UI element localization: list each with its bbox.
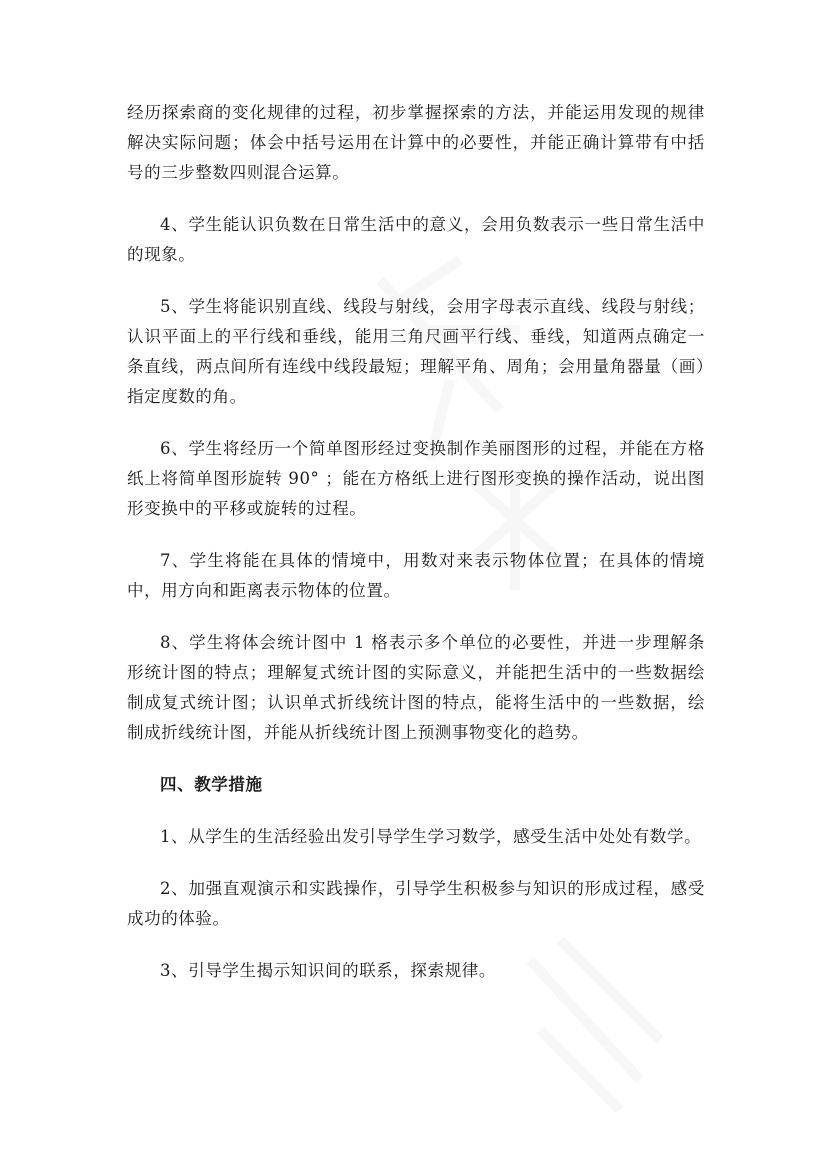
paragraph-objective-5: 5、学生将能识别直线、线段与射线，会用字母表示直线、线段与射线；认识平面上的平行线和垂线，能用三角尺画平行线、垂线，知道两点确定一条直线，两点间所有连线中线段最短；理解平角、周角；会用量角器量（画）指定度数的角。 [127, 297, 705, 406]
document-body [127, 98, 705, 1008]
paragraph-objective-7: 7、学生将能在具体的情境中，用数对来表示物体位置；在具体的情境中，用方向和距离表示物体的位置。 [127, 551, 705, 600]
paragraph-objective-6: 6、学生将经历一个简单图形经过变换制作美丽图形的过程，并能在方格纸上将简单图形旋转 90° ；能在方格纸上进行图形变换的操作活动，说出图形变换中的平移或旋转的过程。 [127, 439, 705, 518]
paragraph-measure-3: 3、引导学生揭示知识间的联系，探索规律。 [160, 961, 496, 980]
section-heading-teaching-measures: 四、教学措施 [160, 775, 263, 794]
paragraph-measure-2: 2、加强直观演示和实践操作，引导学生积极参与知识的形成过程，感受成功的体验。 [127, 879, 705, 928]
paragraph-measure-1: 1、从学生的生活经验出发引导学生学习数学，感受生活中处处有数学。 [160, 827, 702, 846]
paragraph-objective-4: 4、学生能认识负数在日常生活中的意义，会用负数表示一些日常生活中的现象。 [127, 215, 705, 264]
paragraph-objective-8: 8、学生将体会统计图中 1 格表示多个单位的必要性，并进一步理解条形统计图的特点；理解复式统计图的实际意义，并能把生活中的一些数据绘制成复式统计图；认识单式折线统计图的特点，能将生活中的一些数据，绘制成折线统计图，并能从折线统计图上预测事物变化的趋势。 [127, 633, 705, 742]
paragraph-objective-3-continued: 经历探索商的变化规律的过程，初步掌握探索的方法，并能运用发现的规律解决实际问题；体会中括号运用在计算中的必要性，并能正确计算带有中括号的三步整数四则混合运算。 [127, 103, 705, 182]
